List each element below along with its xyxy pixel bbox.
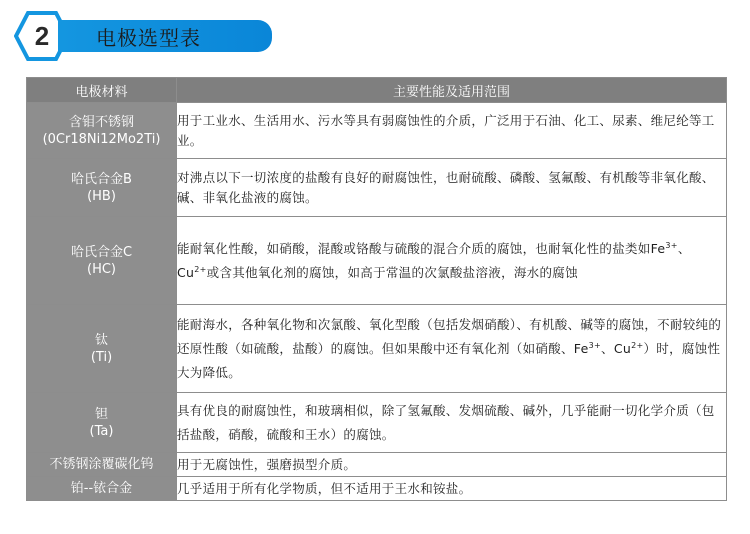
material-code: (HB): [87, 188, 116, 204]
material-cell: [27, 477, 177, 501]
electrode-selection-table: [26, 77, 727, 501]
performance-cell: 具有优良的耐腐蚀性，和玻璃相似，除了氢氟酸、发烟硫酸、碱外，几乎能耐一切化学介质（包括盐酸，硝酸，硫酸和王水）的腐蚀。: [177, 393, 727, 453]
material-name: 哈氏合金B: [71, 171, 132, 187]
material-cell: [27, 453, 177, 477]
table-row: [27, 453, 727, 477]
material-cell: [27, 305, 177, 393]
performance-cell: 能耐海水，各种氧化物和次氯酸、氧化型酸（包括发烟硝酸）、有机酸、碱等的腐蚀，不耐较纯的还原性酸（如硫酸，盐酸）的腐蚀。但如果酸中还有氧化剂（如硝酸、$Fe^{3+}$、$Cu^{2+}$）时，腐蚀性大为降低。: [177, 305, 727, 393]
table-row: [27, 393, 727, 453]
material-code: (HC): [87, 261, 116, 277]
material-cell: [27, 103, 177, 159]
section-header: [14, 10, 274, 62]
section-number: 2: [34, 20, 50, 51]
table-header-row: [27, 78, 727, 103]
material-code: (Ta): [89, 423, 114, 439]
performance-cell: 用于无腐蚀性，强磨损型介质。: [177, 453, 727, 477]
material-name: 钽: [94, 406, 108, 422]
column-header-material: 电极材料: [27, 78, 177, 103]
material-cell: [27, 159, 177, 217]
section-title-bar: [58, 20, 272, 52]
performance-cell: 能耐氧化性酸，如硝酸，混酸或铬酸与硫酸的混合介质的腐蚀，也耐氧化性的盐类如$Fe^{3+}$、$Cu^{2+}$或含其他氧化剂的腐蚀，如高于常温的次氯酸盐溶液，海水的腐蚀: [177, 217, 727, 305]
material-cell: [27, 217, 177, 305]
performance-cell: 用于工业水、生活用水、污水等具有弱腐蚀性的介质，广泛用于石油、化工、尿素、维尼纶等工业。: [177, 103, 727, 159]
table-row: [27, 305, 727, 393]
table-row: [27, 477, 727, 501]
material-name: 铂--铱合金: [70, 481, 133, 496]
performance-cell: 几乎适用于所有化学物质，但不适用于王水和铵盐。: [177, 477, 727, 501]
table-row: [27, 103, 727, 159]
material-name: 钛: [94, 332, 108, 348]
table-row: [27, 217, 727, 305]
material-name: 含钼不锈钢: [68, 114, 134, 130]
material-name: 哈氏合金C: [70, 244, 133, 260]
table-row: [27, 159, 727, 217]
material-code: (0Cr18Ni12Mo2Ti): [42, 131, 161, 147]
material-cell: [27, 393, 177, 453]
material-name: 不锈钢涂覆碳化钨: [49, 457, 154, 472]
performance-cell: 对沸点以下一切浓度的盐酸有良好的耐腐蚀性，也耐硫酸、磷酸、氢氟酸、有机酸等非氧化酸、碱、非氧化盐液的腐蚀。: [177, 159, 727, 217]
column-header-performance: 主要性能及适用范围: [177, 78, 727, 103]
section-title: 电极选型表: [96, 25, 201, 50]
material-code: (Ti): [90, 349, 113, 365]
